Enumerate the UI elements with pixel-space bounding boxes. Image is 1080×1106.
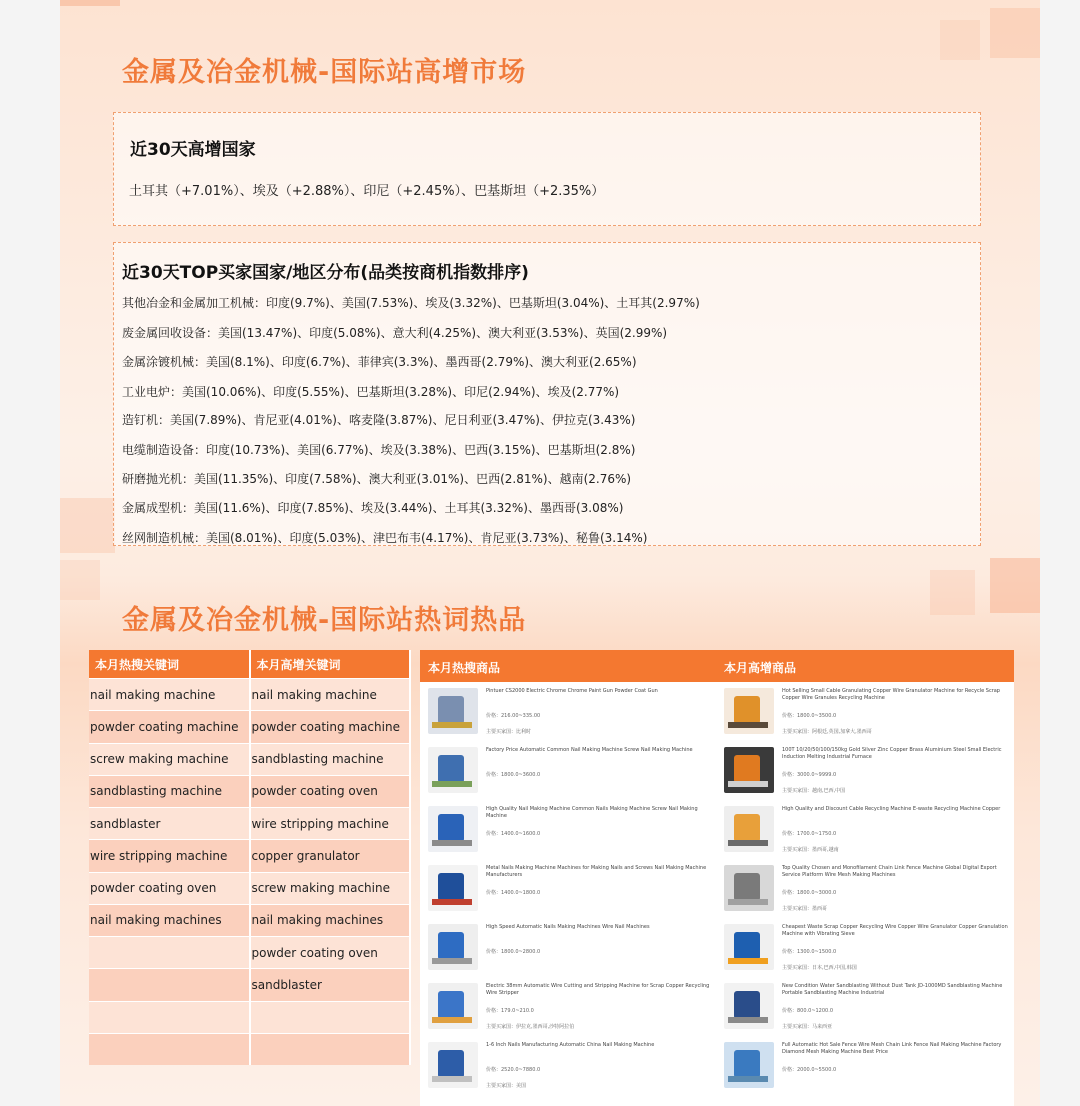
growth-product-item[interactable]: [716, 741, 1006, 797]
hot-keyword[interactable]: [89, 1001, 250, 1033]
hot-keyword[interactable]: powder coating machine: [89, 711, 250, 743]
product-buyer-countries: 主要买家国：墨西哥: [782, 906, 828, 912]
product-buyer-countries: 主要买家国：伊拉克,墨西哥,沙特阿拉伯: [486, 1024, 575, 1030]
buyer-row: 其他冶金和金属加工机械：印度(9.7%)、美国(7.53%)、埃及(3.32%)、巴基斯坦(3.04%)、土耳其(2.97%): [122, 296, 700, 310]
growth-countries-text: 土耳其（+7.01%）、埃及（+2.88%）、印尼（+2.45%）、巴基斯坦（+2.35%）: [129, 184, 605, 199]
hot-product-item[interactable]: [420, 682, 710, 738]
buyer-row: 金属涂镀机械：美国(8.1%)、印度(6.7%)、菲律宾(3.3%)、墨西哥(2.79%)、澳大利亚(2.65%): [122, 355, 637, 369]
keyword-row: [89, 1001, 410, 1033]
keyword-row: [89, 937, 410, 969]
hot-product-item[interactable]: [420, 977, 710, 1033]
growth-product-item[interactable]: [716, 977, 1006, 1033]
hot-product-item[interactable]: [420, 800, 710, 856]
product-thumbnail[interactable]: [724, 688, 774, 734]
hot-keyword[interactable]: wire stripping machine: [89, 840, 250, 872]
buyer-row: 研磨抛光机：美国(11.35%)、印度(7.58%)、澳大利亚(3.01%)、巴西(2.81%)、越南(2.76%): [122, 472, 632, 486]
hot-keyword[interactable]: [89, 937, 250, 969]
growth-keyword[interactable]: sandblaster: [250, 969, 411, 1001]
product-name[interactable]: New Condition Water Sandblasting Without Dust Tank JD-1000MD Sandblasting Machine Portable Sandblasting Machine Industrial: [782, 983, 1003, 996]
products-panel: [420, 650, 1014, 1106]
growth-keyword[interactable]: screw making machine: [250, 872, 411, 904]
keyword-row: [89, 969, 410, 1001]
buyer-row: 电缆制造设备：印度(10.73%)、美国(6.77%)、埃及(3.38%)、巴西(3.15%)、巴基斯坦(2.8%): [122, 443, 636, 457]
product-price: 价格：1400.0~1800.0: [486, 890, 541, 896]
buyer-row: 工业电炉：美国(10.06%)、印度(5.55%)、巴基斯坦(3.28%)、印尼(2.94%)、埃及(2.77%): [122, 385, 620, 399]
keyword-row: [89, 904, 410, 936]
decor-square: [990, 558, 1040, 613]
product-name[interactable]: Metal Nails Making Machine Machines for Making Nails and Screws Nail Making Machine Manufacturers: [486, 865, 707, 878]
hot-keyword[interactable]: [89, 1033, 250, 1065]
product-name[interactable]: Cheapest Waste Scrap Copper Recycling Wire Copper Wire Granulator Copper Granulation Machine with Vibrating Sieve: [782, 924, 1008, 937]
product-buyer-countries: 主要买家国：阿根廷,英国,加拿大,墨西哥: [782, 729, 872, 735]
keyword-row: [89, 679, 410, 711]
growth-product-item[interactable]: [716, 918, 1006, 974]
product-name[interactable]: High Quality Nail Making Machine Common Nails Making Machine Screw Nail Making Machine: [486, 806, 698, 819]
product-thumbnail[interactable]: [428, 1042, 478, 1088]
decor-square: [940, 20, 980, 60]
product-price: 价格：1800.0~3600.0: [486, 772, 541, 778]
hot-product-item[interactable]: [420, 741, 710, 797]
product-price: 价格：1400.0~1600.0: [486, 831, 541, 837]
hot-products-header: 本月热搜商品: [428, 661, 501, 675]
hot-keyword[interactable]: powder coating oven: [89, 872, 250, 904]
section2-title: 金属及冶金机械-国际站热词热品: [122, 605, 527, 636]
product-price: 价格：800.0~1200.0: [782, 1008, 833, 1014]
product-name[interactable]: High Speed Automatic Nails Making Machines Wire Nail Machines: [486, 924, 650, 930]
growth-keyword[interactable]: [250, 1033, 411, 1065]
product-thumbnail[interactable]: [428, 747, 478, 793]
growth-product-item[interactable]: [716, 800, 1006, 856]
growth-keyword[interactable]: sandblasting machine: [250, 743, 411, 775]
product-thumbnail[interactable]: [724, 865, 774, 911]
growth-keyword[interactable]: [250, 1001, 411, 1033]
growth-keyword[interactable]: wire stripping machine: [250, 808, 411, 840]
hot-product-item[interactable]: [420, 859, 710, 915]
top-buyers-title: 近30天TOP买家国家/地区分布(品类按商机指数排序): [122, 263, 529, 283]
growth-products-header: 本月高增商品: [724, 661, 797, 675]
product-thumbnail[interactable]: [428, 806, 478, 852]
product-name[interactable]: 100T 10/20/50/100/150kg Gold Silver Zinc Copper Brass Aluminium Steel Small Electric Induction Melting Industrial Furnace: [782, 747, 1002, 760]
hot-keyword[interactable]: sandblasting machine: [89, 775, 250, 807]
keyword-row: [89, 808, 410, 840]
growth-keyword[interactable]: powder coating oven: [250, 775, 411, 807]
product-name[interactable]: Full Automatic Hot Sale Fence Wire Mesh Chain Link Fence Nail Making Machine Factory Diamond Mesh Making Machine Best Price: [782, 1042, 1002, 1055]
products-header: [420, 650, 1014, 682]
decor-square: [60, 498, 115, 553]
product-thumbnail[interactable]: [428, 983, 478, 1029]
product-buyer-countries: 主要买家国：美国: [486, 1083, 527, 1089]
product-price: 价格：1800.0~3500.0: [782, 713, 837, 719]
growth-keyword[interactable]: copper granulator: [250, 840, 411, 872]
growth-keyword[interactable]: powder coating oven: [250, 937, 411, 969]
buyer-row: 金属成型机：美国(11.6%)、印度(7.85%)、埃及(3.44%)、土耳其(3.32%)、墨西哥(3.08%): [122, 501, 624, 515]
product-name[interactable]: Electric 38mm Automatic Wire Cutting and Stripping Machine for Scrap Copper Recycling Wire Stripper: [486, 983, 710, 996]
product-buyer-countries: 主要买家国：墨西哥,越南: [782, 847, 839, 853]
buyer-row: 丝网制造机械：美国(8.01%)、印度(5.03%)、津巴布韦(4.17%)、肯尼亚(3.73%)、秘鲁(3.14%): [122, 531, 648, 545]
product-name[interactable]: Factory Price Automatic Common Nail Making Machine Screw Nail Making Machine: [486, 747, 693, 753]
hot-keyword[interactable]: nail making machine: [89, 679, 250, 711]
keyword-row: [89, 1033, 410, 1065]
product-buyer-countries: 主要买家国：马来西亚: [782, 1024, 833, 1030]
keyword-row: [89, 872, 410, 904]
product-name[interactable]: Hot Selling Small Cable Granulating Copper Wire Granulator Machine for Recycle Scrap Copper Wire Granules Recycling Machine: [782, 688, 1000, 701]
product-price: 价格：179.0~210.0: [486, 1008, 534, 1014]
keyword-row: [89, 743, 410, 775]
product-thumbnail[interactable]: [724, 983, 774, 1029]
product-buyer-countries: 主要买家国：日本,巴西,中国,韩国: [782, 965, 857, 971]
keyword-row: [89, 711, 410, 743]
decor-square: [60, 560, 100, 600]
keyword-row: [89, 775, 410, 807]
product-price: 价格：1800.0~2800.0: [486, 949, 541, 955]
hot-product-item[interactable]: [420, 918, 710, 974]
product-price: 价格：1800.0~3000.0: [782, 890, 837, 896]
growth-keyword[interactable]: nail making machines: [250, 904, 411, 936]
growth-product-item[interactable]: [716, 1036, 1006, 1092]
product-name[interactable]: High Quality and Discount Cable Recycling Machine E-waste Recycling Machine Copper: [782, 806, 1001, 812]
keyword-row: [89, 840, 410, 872]
product-buyer-countries: 主要买家国：比利时: [486, 729, 532, 735]
product-name[interactable]: Top Quality Chosen and Monofilament Chain Link Fence Machine Global Digital Export Service Platform Wire Mesh Making Machines: [782, 865, 997, 878]
growth-keyword[interactable]: powder coating machine: [250, 711, 411, 743]
report-page: [60, 0, 1040, 1106]
decor-square: [930, 570, 975, 615]
growth-product-item[interactable]: [716, 859, 1006, 915]
product-name[interactable]: 1-6 Inch Nails Manufacturing Automatic China Nail Making Machine: [486, 1042, 655, 1048]
hot-keyword[interactable]: sandblaster: [89, 808, 250, 840]
growth-keywords-header: 本月高增关键词: [250, 650, 411, 679]
keywords-table: [89, 650, 411, 1065]
growth-countries-box: [113, 112, 981, 226]
product-buyer-countries: 主要买家国：越南,巴西,中国: [782, 788, 846, 794]
product-price: 价格：2520.0~7880.0: [486, 1067, 541, 1073]
growth-product-item[interactable]: [716, 682, 1006, 738]
product-price: 价格：2000.0~5500.0: [782, 1067, 837, 1073]
product-thumbnail[interactable]: [724, 924, 774, 970]
hot-keyword[interactable]: [89, 969, 250, 1001]
product-price: 价格：1700.0~1750.0: [782, 831, 837, 837]
product-thumbnail[interactable]: [724, 806, 774, 852]
buyer-row: 造钉机：美国(7.89%)、肯尼亚(4.01%)、喀麦隆(3.87%)、尼日利亚(3.47%)、伊拉克(3.43%): [122, 413, 636, 427]
product-price: 价格：216.00~335.00: [486, 713, 541, 719]
hot-keywords-header: 本月热搜关键词: [89, 650, 250, 679]
product-thumbnail[interactable]: [428, 924, 478, 970]
buyer-row: 废金属回收设备：美国(13.47%)、印度(5.08%)、意大利(4.25%)、澳大利亚(3.53%)、英国(2.99%): [122, 326, 668, 340]
hot-keyword[interactable]: nail making machines: [89, 904, 250, 936]
hot-product-item[interactable]: [420, 1036, 710, 1092]
product-thumbnail[interactable]: [428, 688, 478, 734]
product-price: 价格：1300.0~1500.0: [782, 949, 837, 955]
top-buyers-box: [113, 242, 981, 546]
growth-keyword[interactable]: nail making machine: [250, 679, 411, 711]
product-name[interactable]: Pintuer CS2000 Electric Chrome Chrome Paint Gun Powder Coat Gun: [486, 688, 658, 694]
growth-countries-title: 近30天高增国家: [130, 140, 256, 160]
product-thumbnail[interactable]: [724, 747, 774, 793]
product-thumbnail[interactable]: [428, 865, 478, 911]
product-price: 价格：3000.0~9999.0: [782, 772, 837, 778]
decor-square: [990, 8, 1040, 58]
section1-title: 金属及冶金机械-国际站高增市场: [122, 57, 527, 88]
product-thumbnail[interactable]: [724, 1042, 774, 1088]
decor-square: [60, 0, 120, 6]
hot-keyword[interactable]: screw making machine: [89, 743, 250, 775]
